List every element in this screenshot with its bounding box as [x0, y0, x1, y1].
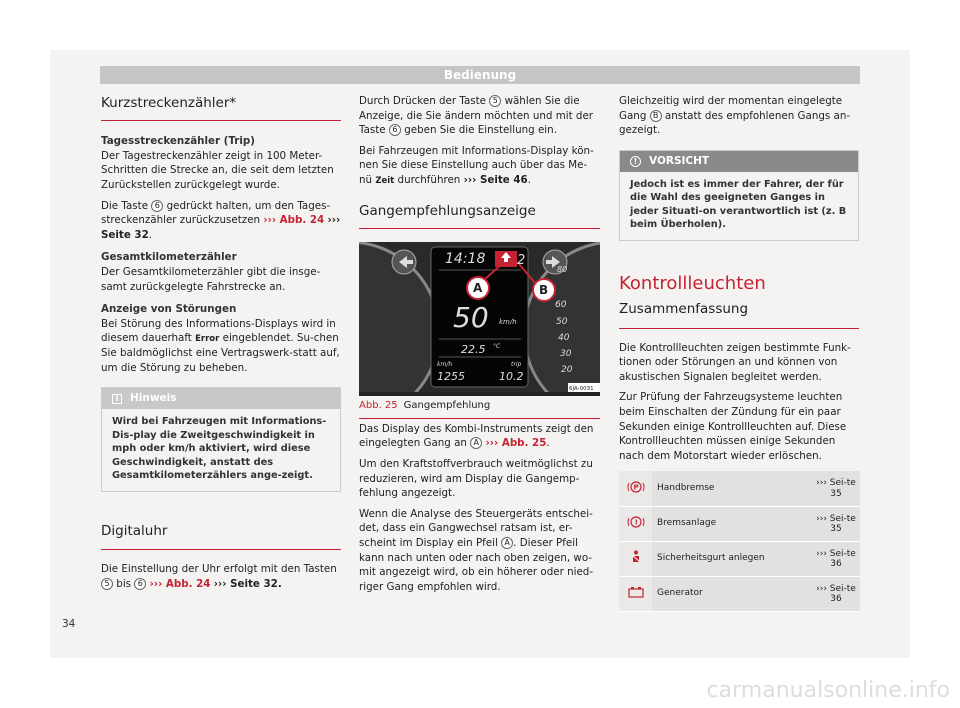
menu-word: Zeit	[375, 176, 395, 187]
speed-unit: km/h	[499, 317, 517, 326]
parking-brake-icon	[619, 471, 652, 506]
text: Bei Störung des Informations-Displays wird in diesem dauerhaft	[101, 317, 336, 345]
warning-icon: !	[630, 156, 641, 167]
seatbelt-icon	[619, 541, 652, 576]
text: Wenn die Analyse des Steuergeräts entschei-det, dass ein Gangwechsel ratsam ist, er-scheint im Display ein Pfeil	[359, 507, 593, 550]
page-link[interactable]: ››› Sei-te 36	[812, 576, 860, 611]
column-left	[101, 94, 341, 597]
callout-b: B	[539, 282, 549, 297]
note-title: Hinweis	[130, 392, 177, 405]
brake-system-icon	[619, 506, 652, 541]
text: Bei Fahrzeugen mit Informations-Display kön-nen Sie diese Einstellung auch über das Me-nü	[359, 144, 594, 187]
page-link[interactable]: ››› Seite 32.	[213, 577, 282, 590]
table-row	[619, 541, 860, 576]
caution-box	[619, 150, 859, 241]
note-box	[101, 387, 341, 491]
svg-text:!: !	[634, 518, 638, 527]
key-number: 5	[101, 578, 113, 590]
page-link[interactable]: ››› Sei-te 36	[812, 541, 860, 576]
page-link[interactable]: ››› Sei-te 35	[812, 506, 860, 541]
chapter-title: Kontrollleuchten	[619, 272, 766, 294]
clock-time: 14:18	[445, 250, 486, 267]
section-title-digitaluhr: Digitaluhr	[101, 522, 341, 550]
text: gedrückt halten, um den Tages-streckenzähler zurückzusetzen	[101, 199, 331, 227]
page-link[interactable]: ››› Sei-te 35	[812, 471, 860, 506]
table-row	[619, 471, 860, 506]
error-word: Error	[195, 334, 220, 345]
gear-recommendation: 2	[517, 252, 526, 268]
paragraph-kraftstoff: Um den Kraftstoffverbrauch weitmöglichst zu reduzieren, wird am Display die Gangemp-fehlung angezeigt.	[359, 458, 593, 500]
heading-stoerungen: Anzeige von Störungen	[101, 303, 237, 316]
column-right	[619, 94, 859, 612]
page-number: 34	[62, 618, 76, 630]
page-link[interactable]: ››› Seite 46	[463, 174, 528, 187]
section-title-gangempfehlung: Gangempfehlungsanzeige	[359, 202, 600, 229]
caution-header	[620, 151, 858, 172]
callout-letter: B	[650, 110, 662, 122]
callout-letter: A	[470, 437, 482, 449]
paragraph-analyse	[359, 507, 600, 595]
scale-tick: 30	[560, 348, 572, 359]
scale-tick: 20	[561, 364, 573, 375]
trip-label: trip	[511, 360, 522, 368]
caution-text: Jedoch ist es immer der Fahrer, der für die Wahl des geeigneten Ganges in jeder Situati-on verantwortlich ist (z. B beim Überholen).	[630, 178, 847, 231]
key-number: 6	[151, 200, 163, 212]
section-title-zusammenfassung: Zusammenfassung	[619, 300, 859, 328]
table-label: Sicherheitsgurt anlegen	[652, 541, 812, 576]
callout-letter: A	[501, 537, 513, 549]
temperature-value: 22.5	[461, 342, 486, 356]
caution-title: VORSICHT	[649, 154, 710, 167]
paragraph-gesamt: Der Gesamtkilometerzähler gibt die insge-samt zurückgelegte Fahrstrecke an.	[101, 266, 321, 293]
figure-link[interactable]: ››› Abb. 24	[263, 214, 325, 227]
paragraph-kontrollleuchten: Die Kontrollleuchten zeigen bestimmte Funk-tionen oder Störungen an und können von akustischen Signalen begleitet werden.	[619, 341, 851, 383]
paragraph-taste-5	[359, 94, 600, 138]
paragraph-display: Das Display des Kombi-Instruments zeigt den eingelegten Gang an A ››› Abb. 25.	[359, 422, 594, 450]
figure-link[interactable]: ››› Abb. 25	[485, 437, 547, 450]
table-row	[619, 576, 860, 611]
scale-tick: 80	[557, 264, 568, 274]
text: durchführen	[397, 174, 461, 187]
odometer-value: 1255	[437, 369, 465, 383]
column-middle	[359, 94, 600, 601]
paragraph-gang	[619, 94, 859, 138]
paragraph-digitaluhr	[101, 562, 341, 591]
scale-tick: 60	[555, 299, 567, 310]
table-label: Bremsanlage	[652, 506, 812, 541]
heading-gesamt: Gesamtkilometerzähler	[101, 251, 237, 264]
info-icon: i	[112, 394, 122, 404]
paragraph-trip: Der Tagestreckenzähler zeigt in 100 Meter-Schritten die Strecke an, die seit dem letzten Zurückstellen zurückgelegt wurde.	[101, 149, 334, 191]
text: Das Display des Kombi-Instruments zeigt den eingelegten Gang an	[359, 422, 594, 450]
text: Durch Drücken der Taste	[359, 95, 487, 107]
text: bis	[116, 577, 132, 590]
watermark: carmanualsonline.info	[706, 678, 950, 703]
figure-code: 6JA-0031	[569, 385, 594, 392]
heading-trip: Tagesstreckenzähler (Trip)	[101, 135, 255, 148]
svg-text:P: P	[633, 483, 639, 492]
note-text: Wird bei Fahrzeugen mit Informations-Dis-play die Zweitgeschwindigkeit in mph oder km/h aktiviert, wird diese Geschwindigkeit, anstatt des Gesamtkilometerzählers ange-zeigt.	[112, 416, 327, 482]
paragraph-stoerungen	[101, 317, 341, 375]
note-header	[102, 388, 340, 409]
scale-tick: 50	[556, 316, 568, 327]
table-label: Generator	[652, 576, 812, 611]
table-label: Handbremse	[652, 471, 812, 506]
cluster-illustration	[359, 242, 600, 392]
section-title-kurzstrecken: Kurzstreckenzähler*	[101, 94, 341, 121]
text: eingeblendet. Su-chen Sie baldmöglichst eine Vertragswerk-statt auf, um die Störung zu beheben.	[101, 332, 340, 374]
figure-number: Abb. 25	[359, 400, 398, 412]
text: . Dieser Pfeil kann nach unten oder nach oben zeigen, wo-mit angezeigt wird, ob ein höherer oder nied-riger Gang empfohlen wird.	[359, 537, 594, 593]
text: Die Einstellung der Uhr erfolgt mit den Tasten	[101, 562, 337, 575]
instrument-cluster-figure	[359, 242, 600, 412]
text: anstatt des empfohlenen Gangs an-gezeigt.	[619, 109, 851, 137]
figure-caption	[359, 396, 600, 418]
trip-value: 10.2	[499, 369, 524, 383]
text: wählen Sie die Anzeige, die Sie ändern möchten und mit der Taste	[359, 95, 594, 137]
text: Gleichzeitig wird der momentan eingelegte Gang	[619, 95, 843, 122]
page-header: Bedienung	[100, 66, 860, 84]
callout-a: A	[473, 280, 483, 295]
temperature-unit: °C	[493, 342, 501, 350]
table-row	[619, 506, 860, 541]
odometer-label: km/h	[437, 360, 453, 368]
figure-link[interactable]: ››› Abb. 24	[149, 577, 211, 590]
paragraph-taste: Die Taste 6 gedrückt halten, um den Tages-streckenzähler zurückzusetzen ››› Abb. 24 ››› Seite 32.	[101, 199, 341, 241]
key-number: 5	[489, 95, 501, 107]
scale-tick: 40	[558, 332, 570, 343]
key-number: 6	[389, 124, 401, 136]
text: Die Taste	[101, 199, 149, 212]
caption-text: Gangempfehlung	[403, 400, 491, 412]
warning-lights-table	[619, 471, 860, 612]
text: geben Sie die Einstellung ein.	[404, 124, 557, 137]
battery-icon	[619, 576, 652, 611]
key-number: 6	[134, 578, 146, 590]
page-link[interactable]: ››› Seite 32	[101, 214, 341, 241]
paragraph-pruefung: Zur Prüfung der Fahrzeugsysteme leuchten beim Einschalten der Zündung für ein paar Sekunden einige Kontrollleuchten auf. Diese Kontrollleuchten müssen einige Sekunden nach dem Motorstart wieder erlöschen.	[619, 391, 847, 462]
speed-value: 50	[453, 300, 489, 334]
paragraph-menu: Bei Fahrzeugen mit Informations-Display kön-nen Sie diese Einstellung auch über das Me-nü Zeit durchführen ››› Seite 46.	[359, 144, 594, 187]
